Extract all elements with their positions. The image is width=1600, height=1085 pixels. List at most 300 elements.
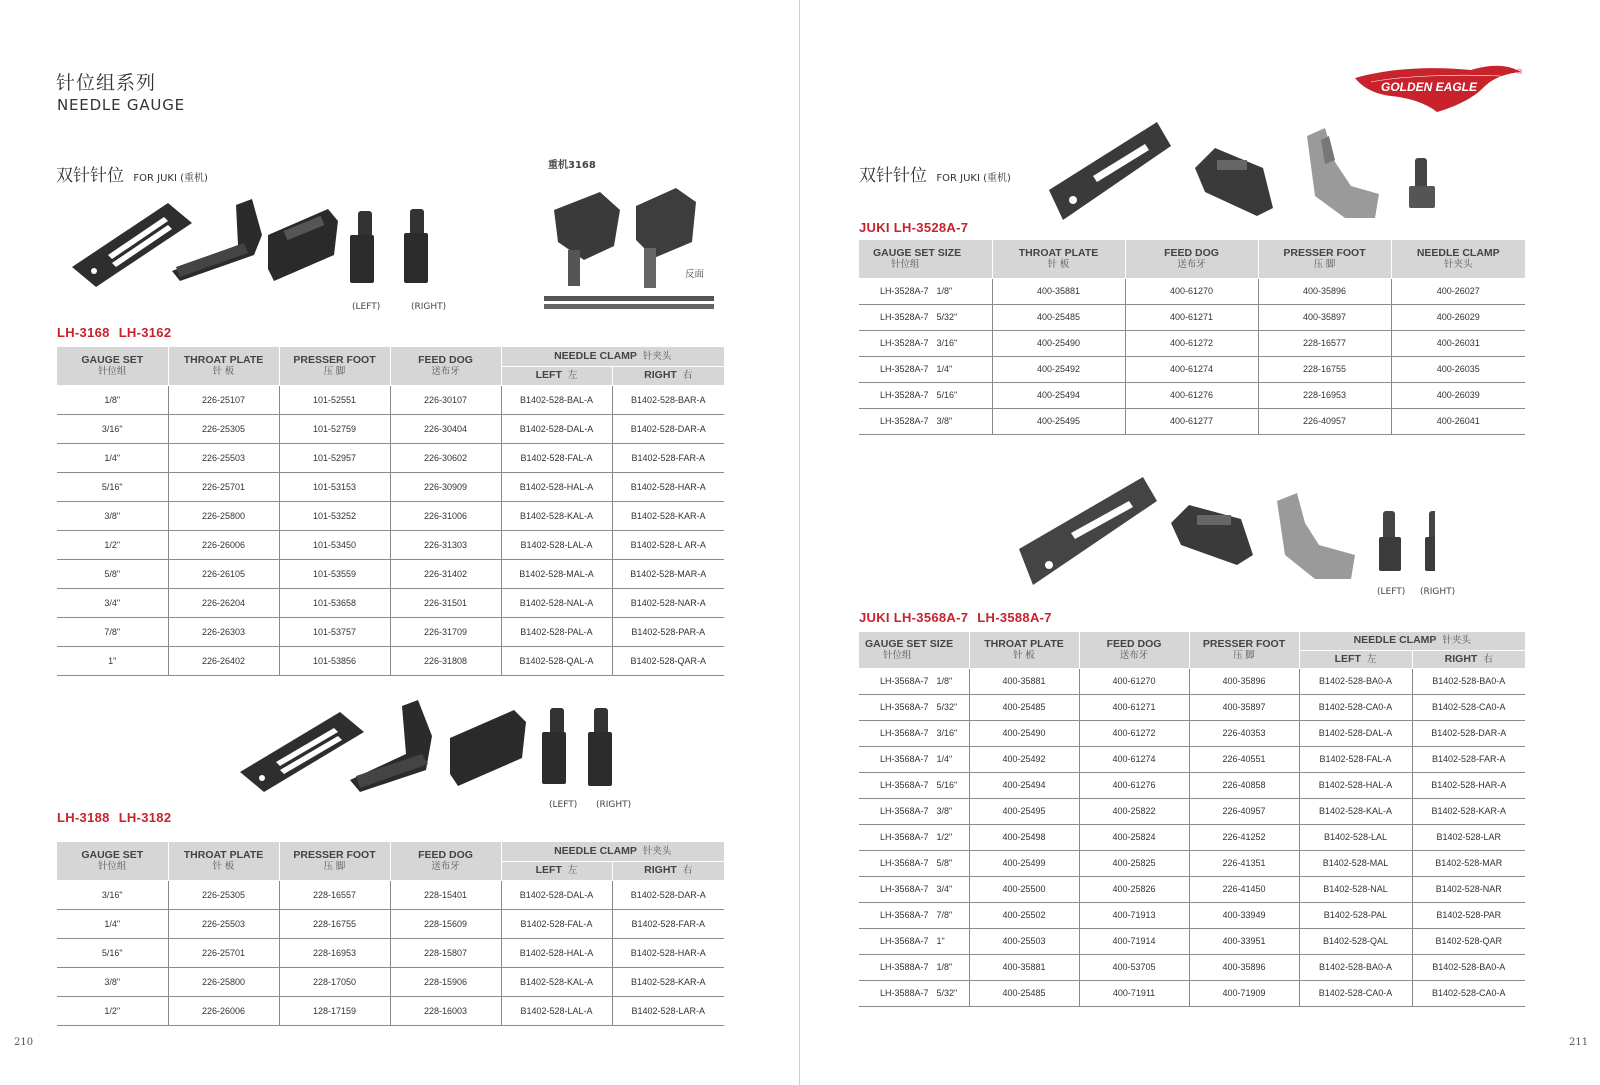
table-cell: 226-25800 (168, 967, 279, 996)
table-cell: B1402-528-FAR-A (1412, 746, 1525, 772)
table-cell: 400-25494 (992, 382, 1125, 408)
table-cell: 400-25500 (969, 876, 1079, 902)
table-cell: 3/8" (57, 501, 168, 530)
table-cell: 226-41351 (1189, 850, 1299, 876)
table-cell: 400-25492 (992, 356, 1125, 382)
table-cell: 1/8" (57, 385, 168, 414)
table-cell: 400-35881 (969, 668, 1079, 694)
table-cell: 5/8" (57, 559, 168, 588)
table-cell: 400-25499 (969, 850, 1079, 876)
table-cell: 101-52551 (279, 385, 390, 414)
table-cell: B1402-528-HAL-A (1299, 772, 1412, 798)
table-cell: 400-26035 (1391, 356, 1525, 382)
product-photos-lh3528a (1045, 120, 1445, 230)
table-cell: 226-31006 (390, 501, 501, 530)
table-cell: 228-15609 (390, 909, 501, 938)
header-feed-dog: FEED DOG 送布牙 (1079, 632, 1189, 668)
table-cell: 400-61274 (1125, 356, 1258, 382)
feed-dog-image (1195, 148, 1273, 216)
table-row (57, 443, 724, 472)
product-photos-lh3568a (1015, 475, 1435, 615)
table-cell: 228-16953 (1258, 382, 1391, 408)
table-cell: B1402-528-HAL-A (501, 472, 612, 501)
table-cell: 101-52957 (279, 443, 390, 472)
table-cell: B1402-528-FAL-A (501, 909, 612, 938)
table-cell: 3/16" (57, 880, 168, 909)
table-cell: B1402-528-FAR-A (612, 909, 724, 938)
model-code: LH-3588A-7 (977, 610, 1052, 625)
table-row (57, 880, 724, 909)
table-cell: 226-40353 (1189, 720, 1299, 746)
table-cell: 400-35881 (992, 278, 1125, 304)
table-cell: B1402-528-LAL (1299, 824, 1412, 850)
table-cell: B1402-528-KAR-A (612, 501, 724, 530)
table-row (859, 382, 1525, 408)
page-title-cn: 针位组系列 (56, 72, 157, 94)
table-cell: 101-53252 (279, 501, 390, 530)
table-cell: 400-33951 (1189, 928, 1299, 954)
table-cell-gauge: LH-3568A-7 1/8" (859, 668, 969, 694)
model-code: LH-3188 (57, 810, 110, 825)
page-number: 210 (14, 1037, 34, 1048)
table-cell: 400-71909 (1189, 980, 1299, 1006)
header-needle-clamp: NEEDLE CLAMP 针夹头 (1299, 632, 1525, 650)
table-cell: 400-61270 (1079, 668, 1189, 694)
label-left: (LEFT) (549, 800, 578, 810)
table-cell: B1402-528-PAL (1299, 902, 1412, 928)
table-cell: B1402-528-KAR-A (612, 967, 724, 996)
table-row (57, 617, 724, 646)
brand-name: GOLDEN EAGLE (1381, 80, 1478, 94)
table-cell: 226-31303 (390, 530, 501, 559)
table-cell: 1/2" (57, 996, 168, 1025)
table-row (859, 694, 1525, 720)
table-cell: 226-40957 (1189, 798, 1299, 824)
table-cell-gauge: LH-3568A-7 1/2" (859, 824, 969, 850)
table-cell: 226-26402 (168, 646, 279, 675)
table-cell: 226-26303 (168, 617, 279, 646)
table-cell: B1402-528-QAL (1299, 928, 1412, 954)
table-cell: 226-25305 (168, 414, 279, 443)
table-cell: 1" (57, 646, 168, 675)
table-cell: 400-25495 (969, 798, 1079, 824)
needle-clamp-left-image (542, 708, 566, 784)
table-cell: B1402-528-MAR-A (612, 559, 724, 588)
table-cell: 226-26006 (168, 996, 279, 1025)
product-photos-lh3188 (236, 700, 636, 810)
table-row (57, 646, 724, 675)
header-needle-clamp: NEEDLE CLAMP 针夹头 (501, 842, 724, 861)
table-cell-gauge: LH-3528A-7 1/4" (859, 356, 992, 382)
label-right: (RIGHT) (411, 302, 447, 312)
table-row (859, 928, 1525, 954)
page-number: 211 (1569, 1037, 1589, 1048)
table-cell: 3/16" (57, 414, 168, 443)
header-feed-dog: FEED DOG 送布牙 (390, 347, 501, 385)
table-cell: 226-26105 (168, 559, 279, 588)
label-right: (RIGHT) (596, 800, 632, 810)
table-cell: B1402-528-KAL-A (501, 501, 612, 530)
label-left: (LEFT) (352, 302, 381, 312)
table-cell: B1402-528-PAL-A (501, 617, 612, 646)
header-throat-plate: THROAT PLATE 针 板 (168, 842, 279, 880)
table-row (57, 996, 724, 1025)
table-cell: 400-25503 (969, 928, 1079, 954)
needle-clamp-right-image (1425, 511, 1435, 571)
spec-table-lh3528a (859, 240, 1525, 435)
table-cell: B1402-528-LAR-A (612, 996, 724, 1025)
table-cell: 228-16953 (279, 938, 390, 967)
header-needle-clamp: NEEDLE CLAMP 针夹头 (1391, 240, 1525, 278)
table-cell: 400-35897 (1189, 694, 1299, 720)
page-title-en: NEEDLE GAUGE (57, 96, 185, 114)
header-right: RIGHT 右 (1412, 650, 1525, 668)
header-presser-foot: PRESSER FOOT 压 脚 (1189, 632, 1299, 668)
table-cell: B1402-528-DAR-A (612, 414, 724, 443)
table-cell: 400-61270 (1125, 278, 1258, 304)
table-row (57, 967, 724, 996)
table-cell: B1402-528-CA0-A (1412, 694, 1525, 720)
throat-plate-image (72, 203, 192, 287)
table-cell-gauge: LH-3568A-7 5/8" (859, 850, 969, 876)
section-heading (56, 161, 208, 186)
model-title-lh3188 (57, 810, 180, 825)
table-cell: 228-16557 (279, 880, 390, 909)
table-cell: 226-30602 (390, 443, 501, 472)
header-left: LEFT 左 (1299, 650, 1412, 668)
table-cell: 400-25494 (969, 772, 1079, 798)
table-cell: B1402-528-KAL-A (1299, 798, 1412, 824)
table-cell: 400-25490 (969, 720, 1079, 746)
table-cell: 226-30909 (390, 472, 501, 501)
table-cell: B1402-528-BA0-A (1412, 954, 1525, 980)
table-cell: 228-16577 (1258, 330, 1391, 356)
table-cell: 3/4" (57, 588, 168, 617)
table-cell: B1402-528-QAR (1412, 928, 1525, 954)
table-cell-gauge: LH-3568A-7 7/8" (859, 902, 969, 928)
table-cell: 226-31808 (390, 646, 501, 675)
table-cell: 1/2" (57, 530, 168, 559)
table-cell: B1402-528-KAL-A (501, 967, 612, 996)
table-cell: 400-35896 (1258, 278, 1391, 304)
table-row (859, 746, 1525, 772)
table-cell: B1402-528-MAR (1412, 850, 1525, 876)
table-cell: 226-40858 (1189, 772, 1299, 798)
table-cell: 101-53658 (279, 588, 390, 617)
table-cell: 228-15401 (390, 880, 501, 909)
model-title-lh3568a (859, 610, 1061, 625)
header-gauge-set: GAUGE SET 针位组 (57, 347, 168, 385)
header-throat-plate: THROAT PLATE 针 板 (992, 240, 1125, 278)
table-cell: 226-25701 (168, 938, 279, 967)
table-cell: B1402-528-KAR-A (1412, 798, 1525, 824)
photo-caption-back: 反面 (685, 269, 705, 280)
presser-foot-image (1307, 128, 1379, 218)
table-row (859, 980, 1525, 1006)
table-cell: B1402-528-DAR-A (1412, 720, 1525, 746)
model-title-lh3168 (57, 325, 180, 340)
right-page (801, 0, 1600, 1085)
table-cell: B1402-528-CA0-A (1299, 694, 1412, 720)
table-cell: 226-31402 (390, 559, 501, 588)
model-code: LH-3168 (57, 325, 110, 340)
table-cell: B1402-528-HAR-A (612, 938, 724, 967)
table-cell: 228-16755 (279, 909, 390, 938)
table-cell: B1402-528-NAL (1299, 876, 1412, 902)
section-heading-small: FOR JUKI (重机) (133, 173, 208, 184)
table-cell: B1402-528-FAL-A (1299, 746, 1412, 772)
table-row (57, 385, 724, 414)
table-cell: B1402-528-BA0-A (1299, 954, 1412, 980)
table-cell-gauge: LH-3568A-7 5/32" (859, 694, 969, 720)
table-cell: B1402-528-FAR-A (612, 443, 724, 472)
table-cell: 228-15906 (390, 967, 501, 996)
table-cell: 228-15807 (390, 938, 501, 967)
header-feed-dog: FEED DOG 送布牙 (1125, 240, 1258, 278)
table-cell: 400-26029 (1391, 304, 1525, 330)
table-cell: 400-25824 (1079, 824, 1189, 850)
table-cell: B1402-528-DAR-A (612, 880, 724, 909)
table-cell: 400-25485 (969, 694, 1079, 720)
table-cell: 226-25305 (168, 880, 279, 909)
table-cell: 400-61274 (1079, 746, 1189, 772)
table-row (859, 824, 1525, 850)
table-cell: 400-35896 (1189, 668, 1299, 694)
needle-clamp-right-image (588, 708, 612, 786)
table-cell: B1402-528-LAL-A (501, 530, 612, 559)
table-row (57, 530, 724, 559)
table-cell: 226-25503 (168, 909, 279, 938)
table-cell: B1402-528-CA0-A (1412, 980, 1525, 1006)
table-cell: 226-30107 (390, 385, 501, 414)
table-cell-gauge: LH-3528A-7 3/16" (859, 330, 992, 356)
presser-foot-image (1277, 493, 1355, 579)
table-cell-gauge: LH-3528A-7 1/8" (859, 278, 992, 304)
header-gauge-set-size: GAUGE SET SIZE 针位组 (859, 632, 969, 668)
spec-table-lh3188 (57, 842, 724, 1026)
table-cell-gauge: LH-3588A-7 5/32" (859, 980, 969, 1006)
table-cell: 226-25701 (168, 472, 279, 501)
table-cell: 400-25826 (1079, 876, 1189, 902)
model-code: JUKI LH-3568A-7 (859, 610, 969, 625)
table-cell: 226-31709 (390, 617, 501, 646)
table-cell: B1402-528-DAL-A (1299, 720, 1412, 746)
table-cell: B1402-528-MAL (1299, 850, 1412, 876)
table-cell: 226-30404 (390, 414, 501, 443)
table-cell: 400-61277 (1125, 408, 1258, 434)
table-cell-gauge: LH-3568A-7 1/4" (859, 746, 969, 772)
table-cell: B1402-528-LAR (1412, 824, 1525, 850)
table-cell: 400-61271 (1079, 694, 1189, 720)
table-cell: B1402-528-BA0-A (1412, 668, 1525, 694)
table-cell: 226-40957 (1258, 408, 1391, 434)
table-cell: 226-26006 (168, 530, 279, 559)
table-cell: 226-40551 (1189, 746, 1299, 772)
machine-part-front-image (554, 192, 620, 286)
table-cell: B1402-528-NAR-A (612, 588, 724, 617)
table-cell: 3/8" (57, 967, 168, 996)
table-cell: 400-25502 (969, 902, 1079, 928)
table-cell: 400-25485 (969, 980, 1079, 1006)
table-row (859, 876, 1525, 902)
golden-eagle-logo (1351, 60, 1526, 115)
presser-foot-image (350, 700, 432, 792)
presser-foot-image (172, 199, 262, 281)
table-row (859, 668, 1525, 694)
table-cell: 101-52759 (279, 414, 390, 443)
table-cell: 400-33949 (1189, 902, 1299, 928)
table-cell: B1402-528-HAR-A (612, 472, 724, 501)
shaft-image-2 (544, 304, 714, 309)
table-row (859, 356, 1525, 382)
table-cell-gauge: LH-3568A-7 3/16" (859, 720, 969, 746)
table-cell: 400-26031 (1391, 330, 1525, 356)
table-row (859, 850, 1525, 876)
throat-plate-image (1019, 477, 1157, 585)
table-row (859, 798, 1525, 824)
table-cell: 101-53153 (279, 472, 390, 501)
table-cell: 228-17050 (279, 967, 390, 996)
table-cell: 7/8" (57, 617, 168, 646)
table-cell: 226-25800 (168, 501, 279, 530)
section-heading-cn: 双针针位 (859, 166, 927, 186)
table-row (57, 588, 724, 617)
table-cell: 400-25498 (969, 824, 1079, 850)
table-cell: 400-71914 (1079, 928, 1189, 954)
table-row (859, 304, 1525, 330)
table-cell: 400-25495 (992, 408, 1125, 434)
needle-clamp-right-image (404, 209, 428, 283)
table-row (859, 408, 1525, 434)
table-cell: 128-17159 (279, 996, 390, 1025)
table-cell: B1402-528-QAL-A (501, 646, 612, 675)
model-code: LH-3162 (118, 325, 172, 340)
table-row (859, 720, 1525, 746)
table-row (57, 938, 724, 967)
table-cell: 226-26204 (168, 588, 279, 617)
table-cell: 228-16755 (1258, 356, 1391, 382)
table-cell: 1/4" (57, 443, 168, 472)
table-cell: B1402-528-BA0-A (1299, 668, 1412, 694)
table-cell-gauge: LH-3528A-7 3/8" (859, 408, 992, 434)
model-title-lh3528a: JUKI LH-3528A-7 (859, 220, 969, 235)
table-row (57, 559, 724, 588)
table-cell: B1402-528-CA0-A (1299, 980, 1412, 1006)
table-cell: B1402-528-BAR-A (612, 385, 724, 414)
header-presser-foot: PRESSER FOOT 压 脚 (1258, 240, 1391, 278)
table-cell: 400-25492 (969, 746, 1079, 772)
needle-clamp-image (1409, 158, 1435, 208)
table-row (859, 902, 1525, 928)
table-cell-gauge: LH-3528A-7 5/16" (859, 382, 992, 408)
machine-part-images (544, 180, 714, 320)
table-row (859, 954, 1525, 980)
section-heading-cn: 双针针位 (56, 166, 124, 186)
table-cell: 400-35897 (1258, 304, 1391, 330)
feed-dog-image (1171, 505, 1253, 565)
table-cell: B1402-528-FAL-A (501, 443, 612, 472)
table-cell: B1402-528-LAL-A (501, 996, 612, 1025)
feed-dog-image (268, 209, 338, 281)
table-cell-gauge: LH-3588A-7 1/8" (859, 954, 969, 980)
table-row (57, 472, 724, 501)
header-right: RIGHT 右 (612, 366, 724, 385)
header-right: RIGHT 右 (612, 861, 724, 880)
header-gauge-set: GAUGE SET 针位组 (57, 842, 168, 880)
spec-table-lh3568a (859, 632, 1525, 1007)
header-left: LEFT 左 (501, 861, 612, 880)
table-cell: 400-35881 (969, 954, 1079, 980)
label-right: (RIGHT) (1420, 587, 1456, 597)
header-gauge-set-size: GAUGE SET SIZE 针位组 (859, 240, 992, 278)
table-cell: 226-25107 (168, 385, 279, 414)
brand-mark: ® (1517, 69, 1523, 76)
table-cell: 101-53559 (279, 559, 390, 588)
model-code: LH-3182 (118, 810, 172, 825)
throat-plate-image (240, 712, 364, 792)
header-needle-clamp: NEEDLE CLAMP 针夹头 (501, 347, 724, 366)
needle-clamp-left-image (350, 211, 374, 283)
table-cell-gauge: LH-3568A-7 3/8" (859, 798, 969, 824)
table-row (57, 414, 724, 443)
table-cell-gauge: LH-3568A-7 5/16" (859, 772, 969, 798)
header-presser-foot: PRESSER FOOT 压 脚 (279, 842, 390, 880)
table-cell: B1402-528-NAL-A (501, 588, 612, 617)
table-cell: 101-53450 (279, 530, 390, 559)
table-cell: 400-71911 (1079, 980, 1189, 1006)
table-cell: B1402-528-PAR (1412, 902, 1525, 928)
table-cell: 228-16003 (390, 996, 501, 1025)
table-cell: 400-35896 (1189, 954, 1299, 980)
table-cell: B1402-528-QAR-A (612, 646, 724, 675)
table-cell: 226-41450 (1189, 876, 1299, 902)
header-presser-foot: PRESSER FOOT 压 脚 (279, 347, 390, 385)
header-feed-dog: FEED DOG 送布牙 (390, 842, 501, 880)
table-cell: 400-25485 (992, 304, 1125, 330)
table-cell: B1402-528-HAR-A (1412, 772, 1525, 798)
table-cell: 101-53856 (279, 646, 390, 675)
table-cell: B1402-528-HAL-A (501, 938, 612, 967)
section-heading-small: FOR JUKI (重机) (936, 173, 1011, 184)
table-row (859, 278, 1525, 304)
needle-clamp-left-image (1379, 511, 1401, 571)
table-cell: 5/16" (57, 938, 168, 967)
table-cell: B1402-528-MAL-A (501, 559, 612, 588)
table-row (57, 909, 724, 938)
table-cell: 400-53705 (1079, 954, 1189, 980)
table-row (859, 772, 1525, 798)
table-cell-gauge: LH-3528A-7 5/32" (859, 304, 992, 330)
table-cell: 400-61272 (1079, 720, 1189, 746)
table-cell-gauge: LH-3568A-7 3/4" (859, 876, 969, 902)
table-cell: 101-53757 (279, 617, 390, 646)
header-throat-plate: THROAT PLATE 针 板 (969, 632, 1079, 668)
table-cell: 400-61272 (1125, 330, 1258, 356)
table-cell: 400-61276 (1079, 772, 1189, 798)
throat-plate-image (1049, 122, 1171, 220)
spec-table-lh3168 (57, 347, 724, 676)
table-cell: 5/16" (57, 472, 168, 501)
table-cell-gauge: LH-3568A-7 1" (859, 928, 969, 954)
table-cell: 226-31501 (390, 588, 501, 617)
table-cell: 400-61271 (1125, 304, 1258, 330)
label-left: (LEFT) (1377, 587, 1406, 597)
table-cell: B1402-528-L AR-A (612, 530, 724, 559)
header-left: LEFT 左 (501, 366, 612, 385)
table-cell: 400-71913 (1079, 902, 1189, 928)
table-cell: B1402-528-PAR-A (612, 617, 724, 646)
table-cell: 400-25825 (1079, 850, 1189, 876)
